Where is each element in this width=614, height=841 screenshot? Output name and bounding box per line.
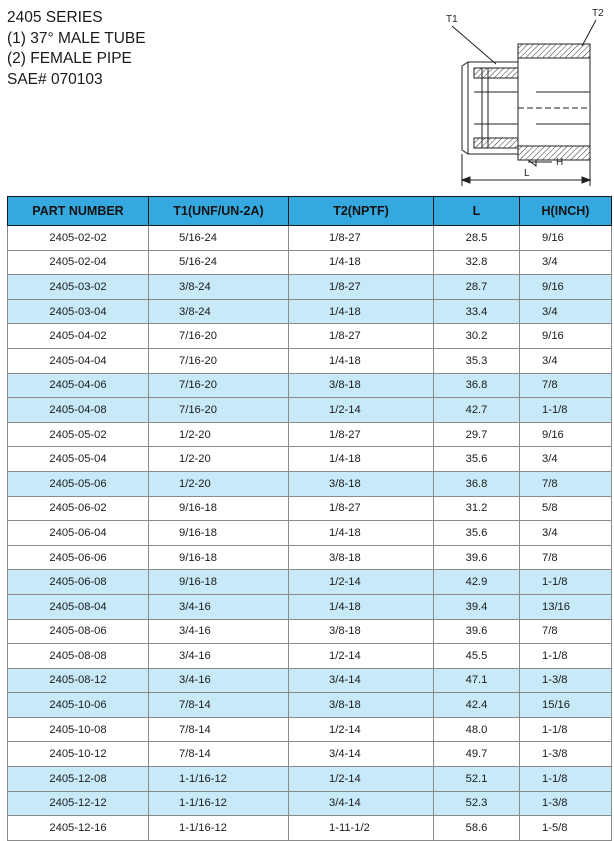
h-cell: 5/8 [520,496,612,521]
t2-callout: T2 [592,8,604,19]
t1-cell: 1/2-20 [149,471,289,496]
t1-cell: 5/16-24 [149,250,289,275]
part-number-cell: 2405-10-06 [8,693,149,718]
pipe-end-description: (2) FEMALE PIPE [7,50,132,67]
table-row [8,422,612,447]
table-row [8,693,612,718]
t2-cell: 1/4-18 [289,447,434,472]
part-number-cell: 2405-04-06 [8,373,149,398]
table-row [8,299,612,324]
t2-cell: 1/4-18 [289,348,434,373]
table-body [8,226,612,841]
t1-cell: 7/8-14 [149,742,289,767]
part-number-cell: 2405-08-06 [8,619,149,644]
table-row [8,398,612,423]
t1-cell: 3/4-16 [149,619,289,644]
h-cell: 3/4 [520,299,612,324]
sae-number: SAE# 070103 [7,70,103,88]
t1-cell: 7/8-14 [149,717,289,742]
h-cell: 1-1/8 [520,570,612,595]
part-number-cell: 2405-12-16 [8,816,149,841]
column-header-t2: T2(NPTF) [289,197,434,226]
part-number-cell: 2405-08-08 [8,644,149,669]
part-number-cell: 2405-04-04 [8,348,149,373]
l-cell: 42.7 [434,398,520,423]
t1-cell: 1-1/16-12 [149,816,289,841]
table-row [8,447,612,472]
part-number-cell: 2405-04-02 [8,324,149,349]
part-number-cell: 2405-06-08 [8,570,149,595]
table-row [8,373,612,398]
h-cell: 1-3/8 [520,742,612,767]
column-header-part-number: PART NUMBER [8,197,149,226]
table-row [8,767,612,792]
l-cell: 33.4 [434,299,520,324]
t1-cell: 7/16-20 [149,373,289,398]
part-number-cell: 2405-08-12 [8,668,149,693]
h-cell: 7/8 [520,619,612,644]
t2-cell: 1/4-18 [289,594,434,619]
part-number-cell: 2405-12-12 [8,791,149,816]
part-number-cell: 2405-03-02 [8,275,149,300]
h-cell: 9/16 [520,275,612,300]
table-row [8,619,612,644]
t2-cell: 1/2-14 [289,717,434,742]
part-number-cell: 2405-10-08 [8,717,149,742]
column-header-t1: T1(UNF/UN-2A) [149,197,289,226]
series-header [7,8,146,90]
l-cell: 31.2 [434,496,520,521]
t2-cell: 1/8-27 [289,422,434,447]
t1-cell: 7/8-14 [149,693,289,718]
l-callout: L [524,168,530,179]
h-cell: 3/4 [520,447,612,472]
part-number-cell: 2405-08-04 [8,594,149,619]
l-cell: 58.6 [434,816,520,841]
h-cell: 15/16 [520,693,612,718]
h-cell: 1-1/8 [520,398,612,423]
h-cell: 1-1/8 [520,767,612,792]
h-cell: 9/16 [520,324,612,349]
part-number-cell: 2405-12-08 [8,767,149,792]
t2-cell: 3/8-18 [289,545,434,570]
l-cell: 42.4 [434,693,520,718]
table-row [8,545,612,570]
t1-cell: 3/4-16 [149,594,289,619]
l-cell: 36.8 [434,471,520,496]
part-number-cell: 2405-04-08 [8,398,149,423]
table-row [8,324,612,349]
l-cell: 28.5 [434,226,520,251]
t2-cell: 1-11-1/2 [289,816,434,841]
column-header-l: L [434,197,520,226]
part-number-cell: 2405-02-04 [8,250,149,275]
t2-cell: 1/2-14 [289,767,434,792]
t1-cell: 9/16-18 [149,545,289,570]
h-cell: 3/4 [520,250,612,275]
l-cell: 45.5 [434,644,520,669]
t2-cell: 1/8-27 [289,275,434,300]
t2-cell: 1/2-14 [289,398,434,423]
t2-cell: 1/2-14 [289,644,434,669]
t1-cell: 7/16-20 [149,398,289,423]
l-cell: 39.6 [434,619,520,644]
t2-cell: 3/4-14 [289,791,434,816]
h-cell: 3/4 [520,348,612,373]
part-number-cell: 2405-06-04 [8,521,149,546]
part-number-cell: 2405-03-04 [8,299,149,324]
t1-cell: 9/16-18 [149,570,289,595]
tube-end-description: (1) 37° MALE TUBE [7,29,146,47]
part-number-cell: 2405-05-02 [8,422,149,447]
table-row [8,742,612,767]
t2-cell: 3/8-18 [289,471,434,496]
l-cell: 35.6 [434,447,520,472]
h-cell: 1-3/8 [520,668,612,693]
h-cell: 1-1/8 [520,717,612,742]
h-cell: 1-5/8 [520,816,612,841]
l-cell: 28.7 [434,275,520,300]
t1-cell: 5/16-24 [149,226,289,251]
h-cell: 1-3/8 [520,791,612,816]
column-header-h: H(INCH) [520,197,612,226]
l-cell: 42.9 [434,570,520,595]
t1-callout: T1 [446,14,458,25]
table-row [8,791,612,816]
l-cell: 49.7 [434,742,520,767]
l-cell: 39.4 [434,594,520,619]
l-cell: 47.1 [434,668,520,693]
h-cell: 13/16 [520,594,612,619]
l-cell: 36.8 [434,373,520,398]
t2-cell: 1/8-27 [289,226,434,251]
table-row [8,226,612,251]
t2-cell: 1/4-18 [289,299,434,324]
l-cell: 35.3 [434,348,520,373]
t2-cell: 3/4-14 [289,742,434,767]
table-row [8,668,612,693]
t2-cell: 3/8-18 [289,693,434,718]
part-number-cell: 2405-05-06 [8,471,149,496]
t1-cell: 1-1/16-12 [149,791,289,816]
l-cell: 32.8 [434,250,520,275]
t2-cell: 3/4-14 [289,668,434,693]
h-callout: H [556,157,564,168]
h-cell: 9/16 [520,422,612,447]
table-row [8,471,612,496]
table-row [8,496,612,521]
part-number-cell: 2405-02-02 [8,226,149,251]
t1-cell: 9/16-18 [149,521,289,546]
t1-cell: 3/8-24 [149,299,289,324]
h-cell: 3/4 [520,521,612,546]
t1-cell: 1/2-20 [149,422,289,447]
t2-cell: 1/2-14 [289,570,434,595]
l-cell: 29.7 [434,422,520,447]
table-row [8,594,612,619]
h-cell: 7/8 [520,545,612,570]
part-number-cell: 2405-10-12 [8,742,149,767]
t1-cell: 9/16-18 [149,496,289,521]
table-row [8,348,612,373]
t1-cell: 1-1/16-12 [149,767,289,792]
series-title: 2405 SERIES [7,9,103,26]
l-cell: 35.6 [434,521,520,546]
t2-cell: 3/8-18 [289,373,434,398]
h-cell: 1-1/8 [520,644,612,669]
table-header-row [8,197,612,226]
part-spec-table [7,196,612,841]
part-number-cell: 2405-06-02 [8,496,149,521]
table-row [8,717,612,742]
h-cell: 7/8 [520,471,612,496]
table-row [8,816,612,841]
t2-cell: 3/8-18 [289,619,434,644]
h-cell: 7/8 [520,373,612,398]
t2-cell: 1/8-27 [289,324,434,349]
table-row [8,570,612,595]
t1-cell: 3/8-24 [149,275,289,300]
t2-cell: 1/4-18 [289,250,434,275]
l-cell: 52.3 [434,791,520,816]
fitting-diagram [432,4,608,188]
t1-cell: 7/16-20 [149,324,289,349]
t1-cell: 7/16-20 [149,348,289,373]
table-row [8,250,612,275]
l-cell: 30.2 [434,324,520,349]
l-cell: 39.6 [434,545,520,570]
table-row [8,275,612,300]
l-cell: 48.0 [434,717,520,742]
h-cell: 9/16 [520,226,612,251]
t1-cell: 3/4-16 [149,668,289,693]
t2-cell: 1/8-27 [289,496,434,521]
l-cell: 52.1 [434,767,520,792]
table-row [8,644,612,669]
t2-cell: 1/4-18 [289,521,434,546]
table-row [8,521,612,546]
part-number-cell: 2405-05-04 [8,447,149,472]
part-number-cell: 2405-06-06 [8,545,149,570]
t1-cell: 3/4-16 [149,644,289,669]
t1-cell: 1/2-20 [149,447,289,472]
